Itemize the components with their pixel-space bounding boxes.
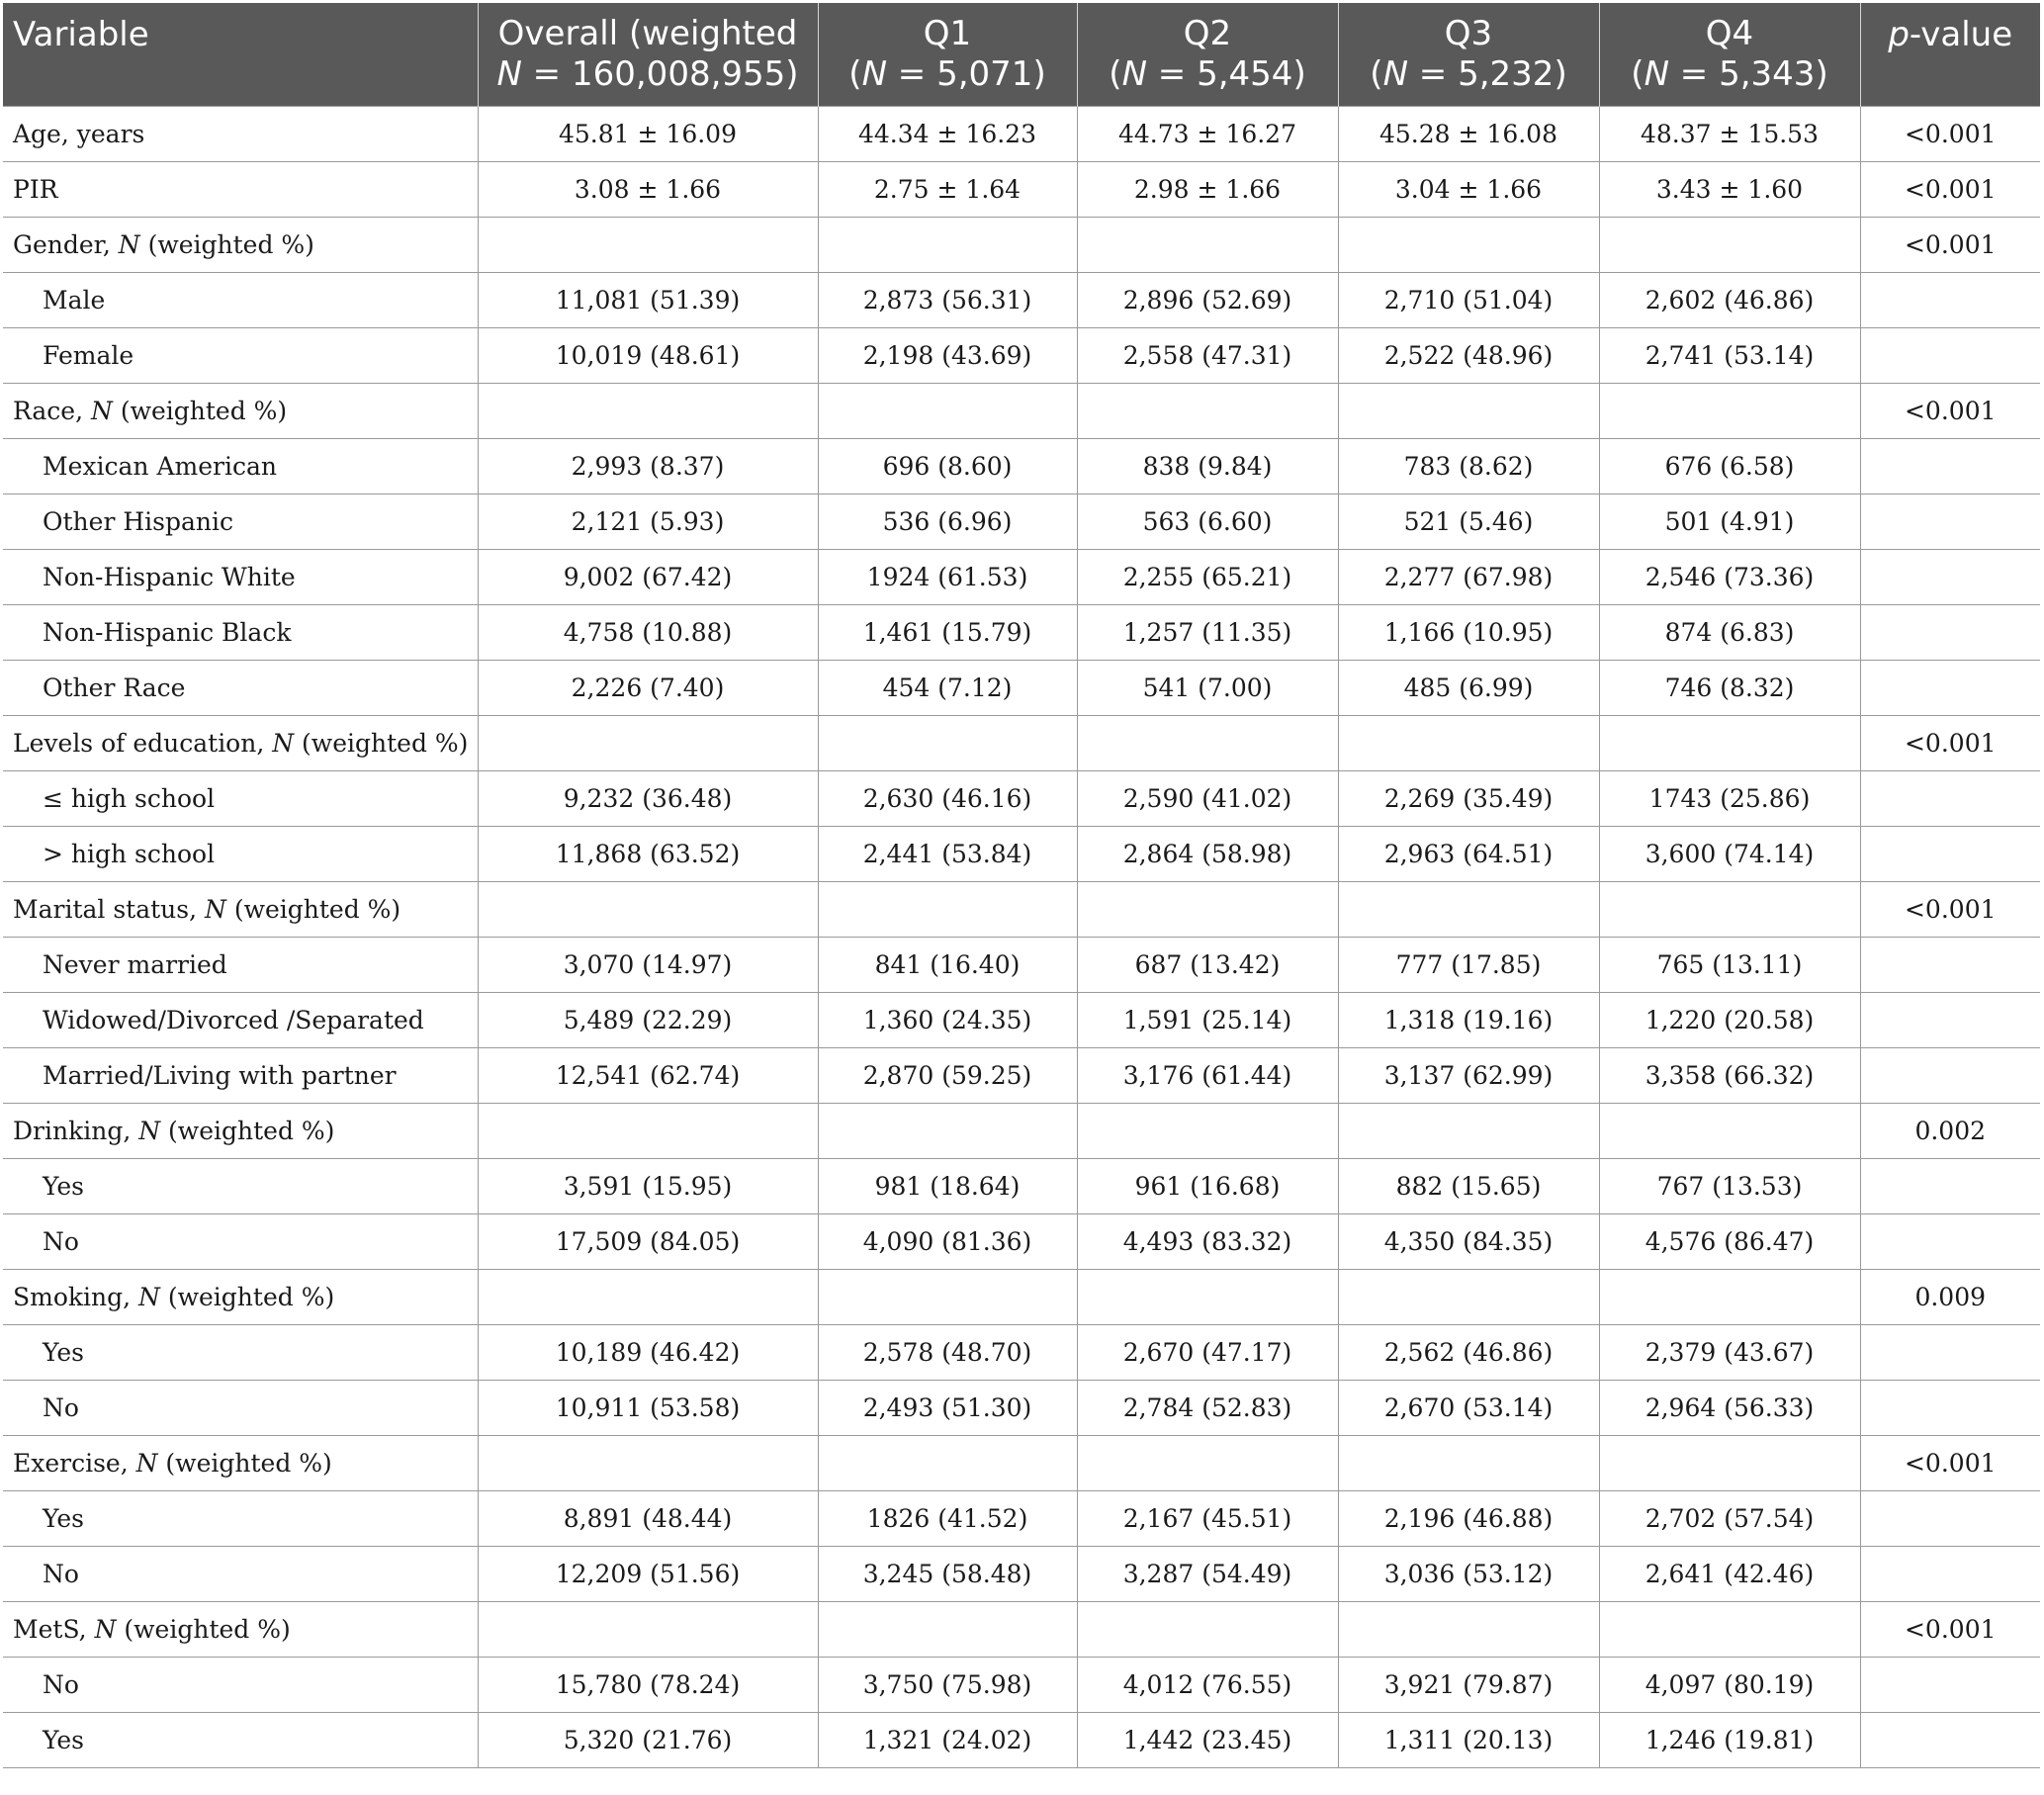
row-label: Age, years bbox=[3, 106, 478, 161]
cell-q2: 1,442 (23.45) bbox=[1077, 1712, 1338, 1767]
cell-q4: 1,246 (19.81) bbox=[1599, 1712, 1860, 1767]
header-q4-n: (N = 5,343) bbox=[1631, 53, 1828, 94]
header-pvalue: p-value bbox=[1860, 3, 2040, 106]
cell-overall bbox=[478, 1435, 818, 1490]
table-row bbox=[3, 1657, 2040, 1712]
cell-q3: 777 (17.85) bbox=[1338, 937, 1599, 992]
cell-q2 bbox=[1077, 1103, 1338, 1158]
cell-pvalue bbox=[1860, 660, 2040, 715]
cell-q2: 2,784 (52.83) bbox=[1077, 1380, 1338, 1435]
cell-q4: 2,379 (43.67) bbox=[1599, 1324, 1860, 1380]
header-q2 bbox=[1077, 3, 1338, 106]
cell-q2: 838 (9.84) bbox=[1077, 438, 1338, 494]
cell-pvalue bbox=[1860, 494, 2040, 549]
cell-q1: 4,090 (81.36) bbox=[818, 1213, 1077, 1269]
cell-q3 bbox=[1338, 383, 1599, 438]
cell-q4: 746 (8.32) bbox=[1599, 660, 1860, 715]
cell-q1: 841 (16.40) bbox=[818, 937, 1077, 992]
cell-pvalue: <0.001 bbox=[1860, 161, 2040, 217]
cell-overall: 8,891 (48.44) bbox=[478, 1490, 818, 1546]
cell-q4: 767 (13.53) bbox=[1599, 1158, 1860, 1213]
table-row bbox=[3, 383, 2040, 438]
cell-q4: 48.37 ± 15.53 bbox=[1599, 106, 1860, 161]
cell-q2: 541 (7.00) bbox=[1077, 660, 1338, 715]
cell-q3 bbox=[1338, 1269, 1599, 1324]
row-label: Drinking, N (weighted %) bbox=[3, 1103, 478, 1158]
cell-q2: 44.73 ± 16.27 bbox=[1077, 106, 1338, 161]
row-label: Married/Living with partner bbox=[3, 1047, 478, 1103]
cell-q2: 2,590 (41.02) bbox=[1077, 770, 1338, 826]
cell-overall: 3,070 (14.97) bbox=[478, 937, 818, 992]
cell-q2: 563 (6.60) bbox=[1077, 494, 1338, 549]
cell-q1: 454 (7.12) bbox=[818, 660, 1077, 715]
cell-q3: 2,710 (51.04) bbox=[1338, 272, 1599, 327]
cell-q3: 1,166 (10.95) bbox=[1338, 604, 1599, 660]
cell-overall: 3,591 (15.95) bbox=[478, 1158, 818, 1213]
cell-q4: 3.43 ± 1.60 bbox=[1599, 161, 1860, 217]
table-row bbox=[3, 1269, 2040, 1324]
cell-q4: 2,964 (56.33) bbox=[1599, 1380, 1860, 1435]
table-row bbox=[3, 549, 2040, 604]
row-label: Non-Hispanic Black bbox=[3, 604, 478, 660]
cell-overall: 5,320 (21.76) bbox=[478, 1712, 818, 1767]
cell-overall bbox=[478, 217, 818, 272]
cell-overall bbox=[478, 1103, 818, 1158]
cell-q4: 1,220 (20.58) bbox=[1599, 992, 1860, 1047]
cell-overall bbox=[478, 881, 818, 937]
header-q1-label: Q1 bbox=[923, 13, 972, 53]
cell-q4 bbox=[1599, 1103, 1860, 1158]
cell-q3: 783 (8.62) bbox=[1338, 438, 1599, 494]
cell-q2: 1,257 (11.35) bbox=[1077, 604, 1338, 660]
cell-q2: 961 (16.68) bbox=[1077, 1158, 1338, 1213]
table-row bbox=[3, 1103, 2040, 1158]
cell-q2: 4,012 (76.55) bbox=[1077, 1657, 1338, 1712]
table-row bbox=[3, 937, 2040, 992]
row-label: Other Race bbox=[3, 660, 478, 715]
cell-q3: 485 (6.99) bbox=[1338, 660, 1599, 715]
cell-q3: 2,522 (48.96) bbox=[1338, 327, 1599, 383]
cell-overall: 3.08 ± 1.66 bbox=[478, 161, 818, 217]
row-label: Other Hispanic bbox=[3, 494, 478, 549]
row-label: Levels of education, N (weighted %) bbox=[3, 715, 478, 770]
cell-overall bbox=[478, 715, 818, 770]
table-row bbox=[3, 1047, 2040, 1103]
cell-q2: 2,864 (58.98) bbox=[1077, 826, 1338, 881]
cell-overall: 12,541 (62.74) bbox=[478, 1047, 818, 1103]
row-label: No bbox=[3, 1657, 478, 1712]
row-label: ≤ high school bbox=[3, 770, 478, 826]
table-row bbox=[3, 1158, 2040, 1213]
cell-pvalue: 0.002 bbox=[1860, 1103, 2040, 1158]
cell-overall bbox=[478, 383, 818, 438]
row-label: Non-Hispanic White bbox=[3, 549, 478, 604]
header-overall-line2: N = 160,008,955) bbox=[496, 53, 799, 94]
cell-overall: 11,868 (63.52) bbox=[478, 826, 818, 881]
cell-q2: 3,287 (54.49) bbox=[1077, 1546, 1338, 1601]
cell-q4: 2,546 (73.36) bbox=[1599, 549, 1860, 604]
cell-q4: 874 (6.83) bbox=[1599, 604, 1860, 660]
row-label: MetS, N (weighted %) bbox=[3, 1601, 478, 1657]
table-row bbox=[3, 826, 2040, 881]
cell-q1: 2,198 (43.69) bbox=[818, 327, 1077, 383]
header-q3 bbox=[1338, 3, 1599, 106]
cell-q1 bbox=[818, 881, 1077, 937]
cell-q4: 2,741 (53.14) bbox=[1599, 327, 1860, 383]
cell-overall: 10,911 (53.58) bbox=[478, 1380, 818, 1435]
cell-q2 bbox=[1077, 1435, 1338, 1490]
cell-q3: 45.28 ± 16.08 bbox=[1338, 106, 1599, 161]
header-variable: Variable bbox=[3, 3, 478, 106]
cell-pvalue bbox=[1860, 770, 2040, 826]
header-q4-label: Q4 bbox=[1705, 13, 1754, 53]
cell-q3: 2,562 (46.86) bbox=[1338, 1324, 1599, 1380]
cell-q1 bbox=[818, 217, 1077, 272]
cell-pvalue bbox=[1860, 1213, 2040, 1269]
baseline-characteristics-table bbox=[3, 3, 2040, 1768]
cell-q2 bbox=[1077, 383, 1338, 438]
table-row bbox=[3, 881, 2040, 937]
cell-q1: 2,873 (56.31) bbox=[818, 272, 1077, 327]
cell-pvalue: <0.001 bbox=[1860, 217, 2040, 272]
cell-q4: 765 (13.11) bbox=[1599, 937, 1860, 992]
cell-q3: 3.04 ± 1.66 bbox=[1338, 161, 1599, 217]
header-overall bbox=[478, 3, 818, 106]
table-row bbox=[3, 1712, 2040, 1767]
cell-q1: 1826 (41.52) bbox=[818, 1490, 1077, 1546]
cell-q1: 2,630 (46.16) bbox=[818, 770, 1077, 826]
cell-overall bbox=[478, 1269, 818, 1324]
cell-q1 bbox=[818, 1601, 1077, 1657]
cell-overall: 5,489 (22.29) bbox=[478, 992, 818, 1047]
cell-q2 bbox=[1077, 715, 1338, 770]
cell-q3: 1,311 (20.13) bbox=[1338, 1712, 1599, 1767]
cell-q3: 2,277 (67.98) bbox=[1338, 549, 1599, 604]
cell-q1: 2,870 (59.25) bbox=[818, 1047, 1077, 1103]
cell-q3: 2,670 (53.14) bbox=[1338, 1380, 1599, 1435]
cell-overall: 10,019 (48.61) bbox=[478, 327, 818, 383]
cell-q3: 3,921 (79.87) bbox=[1338, 1657, 1599, 1712]
cell-q2: 1,591 (25.14) bbox=[1077, 992, 1338, 1047]
cell-q3: 3,036 (53.12) bbox=[1338, 1546, 1599, 1601]
cell-q4 bbox=[1599, 1435, 1860, 1490]
cell-q2 bbox=[1077, 1269, 1338, 1324]
cell-q1: 2.75 ± 1.64 bbox=[818, 161, 1077, 217]
row-label: Widowed/Divorced /Separated bbox=[3, 992, 478, 1047]
cell-pvalue bbox=[1860, 604, 2040, 660]
table-row bbox=[3, 1546, 2040, 1601]
cell-q1 bbox=[818, 1103, 1077, 1158]
cell-q1: 1,321 (24.02) bbox=[818, 1712, 1077, 1767]
row-label: Yes bbox=[3, 1324, 478, 1380]
cell-q2: 687 (13.42) bbox=[1077, 937, 1338, 992]
cell-pvalue bbox=[1860, 1047, 2040, 1103]
cell-pvalue: <0.001 bbox=[1860, 1435, 2040, 1490]
cell-overall bbox=[478, 1601, 818, 1657]
row-label: Exercise, N (weighted %) bbox=[3, 1435, 478, 1490]
cell-q1: 44.34 ± 16.23 bbox=[818, 106, 1077, 161]
cell-pvalue bbox=[1860, 992, 2040, 1047]
row-label: Mexican American bbox=[3, 438, 478, 494]
row-label: No bbox=[3, 1380, 478, 1435]
cell-q1: 536 (6.96) bbox=[818, 494, 1077, 549]
cell-q4: 501 (4.91) bbox=[1599, 494, 1860, 549]
row-label: No bbox=[3, 1546, 478, 1601]
cell-q3 bbox=[1338, 1103, 1599, 1158]
cell-q4 bbox=[1599, 383, 1860, 438]
cell-q2: 3,176 (61.44) bbox=[1077, 1047, 1338, 1103]
row-label: Never married bbox=[3, 937, 478, 992]
cell-q2: 2,670 (47.17) bbox=[1077, 1324, 1338, 1380]
table-row bbox=[3, 660, 2040, 715]
row-label: PIR bbox=[3, 161, 478, 217]
table-row bbox=[3, 161, 2040, 217]
cell-pvalue: <0.001 bbox=[1860, 881, 2040, 937]
cell-q2: 2,255 (65.21) bbox=[1077, 549, 1338, 604]
cell-q2: 2,167 (45.51) bbox=[1077, 1490, 1338, 1546]
cell-pvalue bbox=[1860, 272, 2040, 327]
cell-q1: 3,750 (75.98) bbox=[818, 1657, 1077, 1712]
cell-q4: 2,641 (42.46) bbox=[1599, 1546, 1860, 1601]
row-label: Smoking, N (weighted %) bbox=[3, 1269, 478, 1324]
header-overall-line1: Overall (weighted bbox=[497, 13, 798, 53]
cell-q1 bbox=[818, 715, 1077, 770]
row-label: > high school bbox=[3, 826, 478, 881]
cell-q2: 4,493 (83.32) bbox=[1077, 1213, 1338, 1269]
table-row bbox=[3, 1380, 2040, 1435]
table-row bbox=[3, 1601, 2040, 1657]
table-row bbox=[3, 992, 2040, 1047]
cell-q4 bbox=[1599, 217, 1860, 272]
cell-q3 bbox=[1338, 1435, 1599, 1490]
cell-q4: 4,097 (80.19) bbox=[1599, 1657, 1860, 1712]
cell-q4: 1743 (25.86) bbox=[1599, 770, 1860, 826]
cell-q3: 882 (15.65) bbox=[1338, 1158, 1599, 1213]
cell-q3: 2,196 (46.88) bbox=[1338, 1490, 1599, 1546]
cell-q1 bbox=[818, 383, 1077, 438]
cell-q3 bbox=[1338, 881, 1599, 937]
cell-pvalue bbox=[1860, 1158, 2040, 1213]
cell-q1: 2,441 (53.84) bbox=[818, 826, 1077, 881]
cell-overall: 45.81 ± 16.09 bbox=[478, 106, 818, 161]
cell-overall: 11,081 (51.39) bbox=[478, 272, 818, 327]
table-row bbox=[3, 438, 2040, 494]
cell-q4: 3,358 (66.32) bbox=[1599, 1047, 1860, 1103]
cell-overall: 2,226 (7.40) bbox=[478, 660, 818, 715]
row-label: Race, N (weighted %) bbox=[3, 383, 478, 438]
header-q1 bbox=[818, 3, 1077, 106]
cell-overall: 12,209 (51.56) bbox=[478, 1546, 818, 1601]
cell-q2: 2,558 (47.31) bbox=[1077, 327, 1338, 383]
cell-q4: 3,600 (74.14) bbox=[1599, 826, 1860, 881]
cell-pvalue bbox=[1860, 1490, 2040, 1546]
table-row bbox=[3, 217, 2040, 272]
cell-q1: 2,493 (51.30) bbox=[818, 1380, 1077, 1435]
cell-q3: 1,318 (19.16) bbox=[1338, 992, 1599, 1047]
table-row bbox=[3, 327, 2040, 383]
table-row bbox=[3, 1324, 2040, 1380]
header-q2-label: Q2 bbox=[1183, 13, 1232, 53]
table-row bbox=[3, 494, 2040, 549]
cell-pvalue bbox=[1860, 438, 2040, 494]
cell-q2: 2,896 (52.69) bbox=[1077, 272, 1338, 327]
row-label: Male bbox=[3, 272, 478, 327]
row-label: Yes bbox=[3, 1712, 478, 1767]
cell-overall: 2,993 (8.37) bbox=[478, 438, 818, 494]
table-row bbox=[3, 1435, 2040, 1490]
table-row bbox=[3, 604, 2040, 660]
cell-pvalue: <0.001 bbox=[1860, 1601, 2040, 1657]
cell-pvalue bbox=[1860, 937, 2040, 992]
cell-overall: 15,780 (78.24) bbox=[478, 1657, 818, 1712]
cell-q1: 981 (18.64) bbox=[818, 1158, 1077, 1213]
header-q3-n: (N = 5,232) bbox=[1370, 53, 1567, 94]
cell-q4 bbox=[1599, 715, 1860, 770]
cell-q2 bbox=[1077, 217, 1338, 272]
cell-overall: 17,509 (84.05) bbox=[478, 1213, 818, 1269]
cell-q1: 2,578 (48.70) bbox=[818, 1324, 1077, 1380]
cell-q2: 2.98 ± 1.66 bbox=[1077, 161, 1338, 217]
row-label: Yes bbox=[3, 1158, 478, 1213]
cell-pvalue bbox=[1860, 1324, 2040, 1380]
cell-q3: 521 (5.46) bbox=[1338, 494, 1599, 549]
cell-pvalue bbox=[1860, 327, 2040, 383]
cell-pvalue: <0.001 bbox=[1860, 715, 2040, 770]
row-label: Gender, N (weighted %) bbox=[3, 217, 478, 272]
row-label: Yes bbox=[3, 1490, 478, 1546]
table-row bbox=[3, 272, 2040, 327]
table-row bbox=[3, 106, 2040, 161]
cell-q4: 2,602 (46.86) bbox=[1599, 272, 1860, 327]
row-label: Marital status, N (weighted %) bbox=[3, 881, 478, 937]
cell-q4 bbox=[1599, 1269, 1860, 1324]
table-row bbox=[3, 715, 2040, 770]
cell-pvalue bbox=[1860, 1657, 2040, 1712]
row-label: Female bbox=[3, 327, 478, 383]
cell-q1: 1,360 (24.35) bbox=[818, 992, 1077, 1047]
cell-q3: 2,963 (64.51) bbox=[1338, 826, 1599, 881]
row-label: No bbox=[3, 1213, 478, 1269]
cell-overall: 9,002 (67.42) bbox=[478, 549, 818, 604]
header-row bbox=[3, 3, 2040, 106]
cell-q3 bbox=[1338, 217, 1599, 272]
cell-overall: 4,758 (10.88) bbox=[478, 604, 818, 660]
cell-q1: 3,245 (58.48) bbox=[818, 1546, 1077, 1601]
header-q2-n: (N = 5,454) bbox=[1109, 53, 1306, 94]
cell-overall: 10,189 (46.42) bbox=[478, 1324, 818, 1380]
table-row bbox=[3, 770, 2040, 826]
cell-q3 bbox=[1338, 1601, 1599, 1657]
cell-pvalue: <0.001 bbox=[1860, 106, 2040, 161]
cell-overall: 9,232 (36.48) bbox=[478, 770, 818, 826]
cell-pvalue: 0.009 bbox=[1860, 1269, 2040, 1324]
cell-pvalue bbox=[1860, 1380, 2040, 1435]
cell-q4 bbox=[1599, 1601, 1860, 1657]
header-q4 bbox=[1599, 3, 1860, 106]
cell-q3 bbox=[1338, 715, 1599, 770]
cell-pvalue bbox=[1860, 1546, 2040, 1601]
cell-q4 bbox=[1599, 881, 1860, 937]
cell-q4: 4,576 (86.47) bbox=[1599, 1213, 1860, 1269]
cell-pvalue bbox=[1860, 826, 2040, 881]
cell-q1 bbox=[818, 1269, 1077, 1324]
cell-q1: 1924 (61.53) bbox=[818, 549, 1077, 604]
cell-pvalue: <0.001 bbox=[1860, 383, 2040, 438]
cell-q3: 2,269 (35.49) bbox=[1338, 770, 1599, 826]
table-row bbox=[3, 1490, 2040, 1546]
cell-q2 bbox=[1077, 881, 1338, 937]
cell-q1: 1,461 (15.79) bbox=[818, 604, 1077, 660]
cell-pvalue bbox=[1860, 1712, 2040, 1767]
cell-q1 bbox=[818, 1435, 1077, 1490]
cell-pvalue bbox=[1860, 549, 2040, 604]
cell-q4: 676 (6.58) bbox=[1599, 438, 1860, 494]
cell-q3: 3,137 (62.99) bbox=[1338, 1047, 1599, 1103]
cell-overall: 2,121 (5.93) bbox=[478, 494, 818, 549]
header-q1-n: (N = 5,071) bbox=[848, 53, 1046, 94]
cell-q2 bbox=[1077, 1601, 1338, 1657]
cell-q4: 2,702 (57.54) bbox=[1599, 1490, 1860, 1546]
cell-q3: 4,350 (84.35) bbox=[1338, 1213, 1599, 1269]
cell-q1: 696 (8.60) bbox=[818, 438, 1077, 494]
header-q3-label: Q3 bbox=[1444, 13, 1493, 53]
table-row bbox=[3, 1213, 2040, 1269]
